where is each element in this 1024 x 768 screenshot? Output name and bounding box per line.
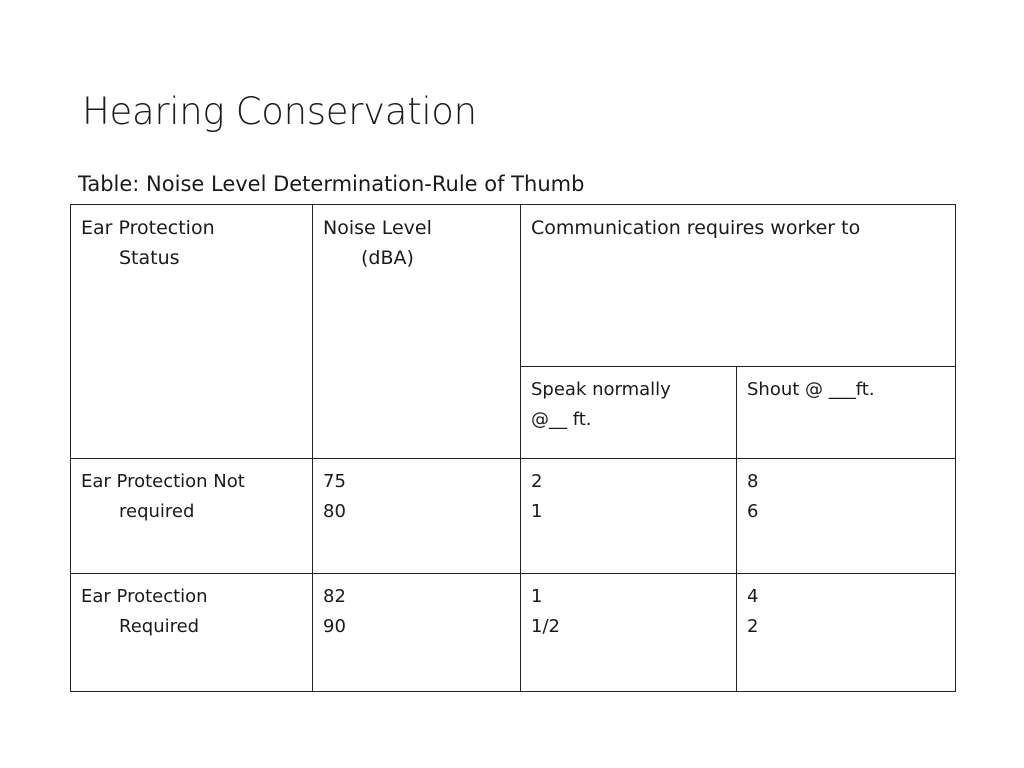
- row-status-cell: [71, 459, 313, 574]
- row-shout-value: 4: [747, 586, 759, 607]
- header-noise-line1: Noise Level: [323, 217, 432, 239]
- row-noise-value: 90: [323, 616, 346, 637]
- row-speak-value: 1: [531, 501, 543, 522]
- row-speak-value: 1: [531, 586, 543, 607]
- header-status-line1: Ear Protection: [81, 217, 215, 239]
- row-shout-value: 6: [747, 501, 759, 522]
- row-status-line1: Ear Protection Not: [81, 471, 245, 492]
- table-caption: Table: Noise Level Determination-Rule of Thumb: [78, 172, 585, 196]
- header-noise-line2: (dBA): [361, 247, 414, 269]
- header-speak-line2: @__ ft.: [531, 409, 592, 430]
- slide-title: Hearing Conservation: [82, 90, 477, 133]
- header-shout-text: Shout @ ___ft.: [747, 379, 875, 400]
- header-speak-normally: [521, 367, 737, 459]
- header-ear-protection-status: [71, 205, 313, 459]
- header-communication-text: Communication requires worker to: [531, 217, 861, 239]
- row-noise-cell: [313, 574, 521, 692]
- row-noise-value: 82: [323, 586, 346, 607]
- row-noise-value: 80: [323, 501, 346, 522]
- noise-level-table: [70, 204, 956, 692]
- row-status-line2: required: [119, 501, 195, 522]
- row-shout-cell: [737, 574, 956, 692]
- header-communication: [521, 205, 956, 367]
- row-shout-cell: [737, 459, 956, 574]
- table-row: [71, 574, 956, 692]
- row-status-line2: Required: [119, 616, 200, 637]
- header-speak-line1: Speak normally: [531, 379, 671, 400]
- row-speak-value: 1/2: [531, 616, 560, 637]
- row-speak-cell: [521, 574, 737, 692]
- row-status-line1: Ear Protection: [81, 586, 208, 607]
- header-noise-level: [313, 205, 521, 459]
- row-speak-value: 2: [531, 471, 543, 492]
- row-shout-value: 8: [747, 471, 759, 492]
- row-shout-value: 2: [747, 616, 759, 637]
- row-noise-value: 75: [323, 471, 346, 492]
- row-status-cell: [71, 574, 313, 692]
- header-shout: [737, 367, 956, 459]
- row-noise-cell: [313, 459, 521, 574]
- row-speak-cell: [521, 459, 737, 574]
- header-status-line2: Status: [119, 247, 180, 269]
- table-row: [71, 459, 956, 574]
